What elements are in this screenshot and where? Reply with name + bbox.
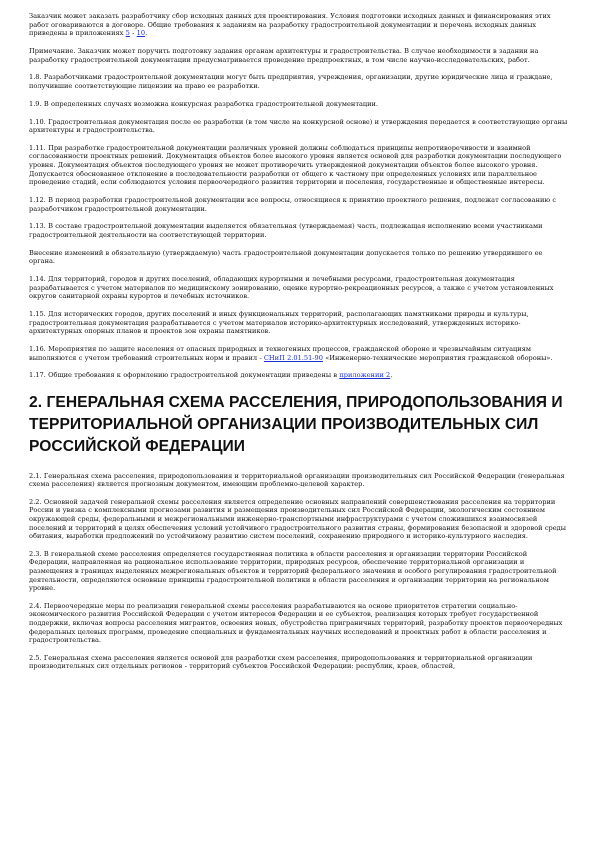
paragraph-2-4: 2.4. Первоочередные меры по реализации генеральной схемы расселения разрабатываются на основе приоритетов стратегии социально-экономического развития Российской Федерации с учетом интересов Федерации и ее субъектов, реализация которых требует государственной поддержки, включая вопросы расселения мигрантов, освоения новых, обустройства приграничных территорий, разработку проектов первоочередных федеральных целевых программ, проведение специальных и фундаментальных научных исследований и проектных работ в области расселения и градостроительства. (29, 601, 563, 645)
paragraph-1-12: 1.12. В период разработки градостроительной документации все вопросы, относящиеся к принятию проектного решения, подлежат согласованию с разработчиком градостроительной документации. (29, 196, 557, 213)
paragraph-text: 1.16. Мероприятия по защите населения от опасных природных и техногенных процессов, гражданской обороне и чрезвычайным ситуациям выполняются с учетом требований строительных норм и правил - (29, 345, 531, 362)
paragraph-customer-data (29, 12, 569, 38)
paragraph-text: . (390, 371, 393, 380)
paragraph-1-11: 1.11. При разработке градостроительной документации различных уровней должны соблюдаться принципы непротиворечивости и взаимной согласованности проектных решений. Документация объектов более высокого уровня является основой для разработки документации последующего уровня. Документация объектов последующего уровня не может противоречить утвержденной документации объектов более высокого уровня. Допускается обоснованное отклонение в последовательности разработки от общего к частному при определенных условиях или параллельное проведение стадий, если соблюдаются условия первоочередного развития территории и поселения, государственные и общественные интересы. (29, 143, 562, 187)
paragraph-1-15: 1.15. Для исторических городов, других поселений и иных функциональных территорий, располагающих памятниками природы и культуры, градостроительная документация разрабатывается с учетом материалов историко-архитектурных исследований, утвержденных историко-архитектурных опорных планов и проектов зон охраны памятников. (29, 310, 529, 336)
paragraph-1-14: 1.14. Для территорий, городов и других поселений, обладающих курортными и лечебными ресурсами, градостроительная документация разрабатывается с учетом материалов по медицинскому зонированию, оценке курортно-рекреационных ресурсов, а также с учетом установленных округов санитарной охраны курортов и лечебных источников. (29, 275, 554, 301)
paragraph-1-9: 1.9. В определенных случаях возможна конкурсная разработка градостроительной документации. (29, 99, 379, 108)
appendix-link-5[interactable]: 5 (125, 29, 130, 38)
paragraph-1-17 (29, 371, 569, 380)
paragraph-text: Заказчик может заказать разработчику сбор исходных данных для проектирования. Условия подготовки исходных данных и финансирования этих работ оговариваются в договоре. Общие требования к заданиям на разработку градостроительной документации и перечень исходных данных приведены в приложениях (29, 12, 551, 38)
reference-link[interactable]: приложении 2 (339, 371, 391, 380)
paragraph-text: «Инженерно-технические мероприятия гражданской обороны». (322, 353, 553, 362)
paragraph-2-1: 2.1. Генеральная схема расселения, природопользования и территориальной организации производительных сил Российской Федерации (генеральная схема расселения) является прогнозным документом, имеющим проблемно-целевой характер. (29, 471, 565, 489)
paragraph-1-8: 1.8. Разработчиками градостроительной документации могут быть предприятия, учреждения, организации, другие юридические лица и граждане, получившие соответствующие лицензии на право ее разработки. (29, 73, 553, 90)
paragraph-1-13: 1.13. В составе градостроительной документации выделяется обязательная (утверждаемая) часть, подлежащая исполнению всеми участниками градостроительной деятельности на соответствующей территории. (29, 222, 543, 239)
paragraph-2-5: 2.5. Генеральная схема расселения является основой для разработки схем расселения, природопользования и территориальной организации производительных сил отдельных регионов - территорий субъектов Российской Федерации: республик, краев, областей, (29, 653, 533, 671)
paragraph-customer-assign: Примечание. Заказчик может поручить подготовку задания органам архитектуры и градостроительства. В случае необходимости в задании на разработку градостроительной документации предусматривается проведение предпроектных, в том числе научно-исследовательских, работ. (29, 46, 539, 64)
appendix-link-10[interactable]: 10 (136, 29, 146, 38)
section-heading: 2. ГЕНЕРАЛЬНАЯ СХЕМА РАССЕЛЕНИЯ, ПРИРОДОПОЛЬЗОВАНИЯ И ТЕРРИТОРИАЛЬНОЙ ОРГАНИЗАЦИИ ПРОИЗВОДИТЕЛЬНЫХ СИЛ РОССИЙСКОЙ ФЕДЕРАЦИИ (29, 394, 563, 456)
paragraph-changes: Внесение изменений в обязательную (утверждаемую) часть градостроительной документации допускается только по решению утвердившего ее органа. (29, 248, 543, 266)
paragraph-1-16 (29, 345, 569, 362)
paragraph-text: . (145, 29, 148, 38)
reference-link[interactable]: СНиП 2.01.51-90 (263, 353, 323, 362)
paragraph-2-2: 2.2. Основной задачей генеральной схемы расселения является определение основных направлений совершенствования расселения на территории России и увязка с комплексными прогнозами развития и размещения производительных сил Российской Федерации, экологическим состоянием окружающей среды, федеральными и межрегиональными инженерно-транспортными инфраструктурами с учетом сложившихся взаимосвязей поселений и территорий в целях обеспечения условий устойчивого градостроительного развития страны, формирования безопасной и здоровой среды обитания, выработки предложений по устойчивому развитию систем поселений, сохранению природного и историко-культурного наследия. (29, 497, 566, 541)
paragraph-text: - (129, 29, 137, 38)
paragraph-text: 1.17. Общие требования к оформлению градостроительной документации приведены в (29, 371, 340, 380)
paragraph-2-3: 2.3. В генеральной схеме расселения определяется государственная политика в области расселения и организации территории Российской Федерации, направленная на рациональное использование территории, природных ресурсов, обеспечение территориальной организации и размещения в границах выделенных межрегиональных объектов и территорий федерального значения и особого регулирования градостроительной деятельности, определяются основные принципы градостроительной политики в области расселения и организации территории на региональном уровне. (29, 549, 557, 593)
paragraph-1-10: 1.10. Градостроительная документация после ее разработки (в том числе на конкурсной основе) и утверждения передается в соответствующие органы архитектуры и градостроительства. (29, 117, 568, 135)
section-2 (29, 392, 569, 671)
